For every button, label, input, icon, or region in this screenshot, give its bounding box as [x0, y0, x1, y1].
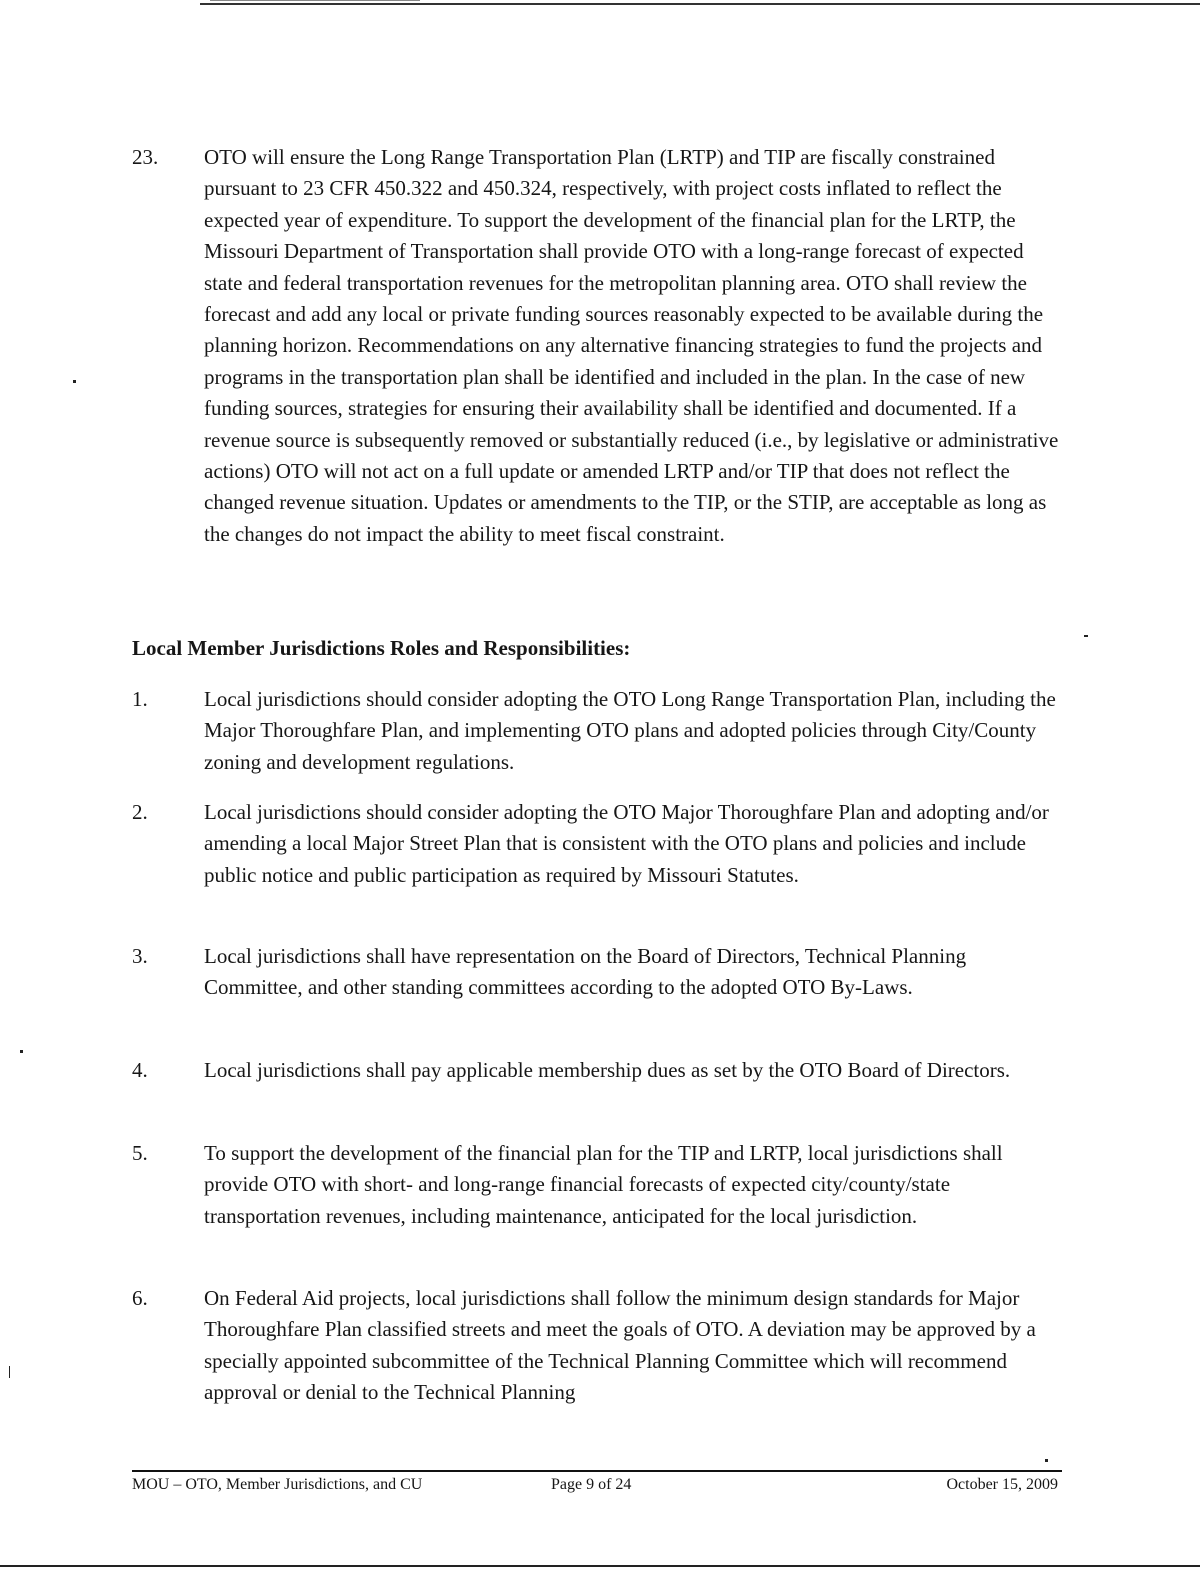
item-number: 1. [132, 687, 148, 711]
item-number: 23. [132, 145, 159, 169]
item-text: Local jurisdictions shall pay applicable membership dues as set by the OTO Board of Directors. [204, 1058, 1011, 1082]
numbered-item-6 [132, 1283, 1062, 1409]
scan-speck [9, 1366, 10, 1378]
footer-rule [132, 1470, 1062, 1472]
scan-speck [73, 380, 76, 383]
scan-bottom-rule [0, 1565, 1200, 1567]
scan-speck [20, 1050, 23, 1053]
scan-speck [1084, 635, 1088, 637]
item-text: Local jurisdictions shall have representation on the Board of Directors, Technical Planning Committee, and other standing committees according to the adopted OTO By-Laws. [204, 944, 967, 1000]
item-text: OTO will ensure the Long Range Transportation Plan (LRTP) and TIP are fiscally constrained pursuant to 23 CFR 450.322 and 450.324, respectively, with project costs inflated to reflect the expected year of expenditure. To support the development of the financial plan for the LRTP, the Missouri Department of Transportation shall provide OTO with a long-range forecast of expected state and federal transportation revenues for the metropolitan planning area. OTO shall review the forecast and add any local or private funding sources reasonably expected to be available during the planning horizon. Recommendations on any alternative financing strategies to fund the projects and programs in the transportation plan shall be identified and included in the plan. In the case of new funding sources, strategies for ensuring their availability shall be identified and documented. If a revenue source is subsequently removed or substantially reduced (i.e., by legislative or administrative actions) OTO will not act on a full update or amended LRTP and/or TIP that does not reflect the changed revenue situation. Updates or amendments to the TIP, or the STIP, are acceptable as long as the changes do not impact the ability to meet fiscal constraint. [204, 145, 1059, 546]
section-heading: Local Member Jurisdictions Roles and Responsibilities: [132, 636, 631, 660]
item-text: Local jurisdictions should consider adopting the OTO Long Range Transportation Plan, including the Major Thoroughfare Plan, and implementing OTO plans and adopted policies through City/County zoning and development regulations. [204, 687, 1056, 774]
footer-document-title: MOU – OTO, Member Jurisdictions, and CU [132, 1476, 423, 1493]
numbered-item-2 [132, 797, 1062, 891]
item-number: 5. [132, 1141, 148, 1165]
footer-page-number: Page 9 of 24 [551, 1476, 632, 1493]
numbered-item-3 [132, 941, 1062, 1004]
numbered-item-5 [132, 1138, 1062, 1232]
footer-date: October 15, 2009 [946, 1476, 1058, 1493]
item-number: 2. [132, 800, 148, 824]
numbered-item-1 [132, 684, 1062, 778]
numbered-item-4 [132, 1055, 1062, 1086]
item-number: 4. [132, 1058, 148, 1082]
item-number: 3. [132, 944, 148, 968]
item-text: On Federal Aid projects, local jurisdictions shall follow the minimum design standards for Major Thoroughfare Plan classified streets and meet the goals of OTO. A deviation may be approved by a specially appointed subcommittee of the Technical Planning Committee which will recommend approval or denial to the Technical Planning [204, 1286, 1036, 1405]
item-text: To support the development of the financial plan for the TIP and LRTP, local jurisdictions shall provide OTO with short- and long-range financial forecasts of expected city/county/state transportation revenues, including maintenance, anticipated for the local jurisdiction. [204, 1141, 1003, 1228]
item-number: 6. [132, 1286, 148, 1310]
scan-speck [1045, 1459, 1048, 1462]
item-text: Local jurisdictions should consider adopting the OTO Major Thoroughfare Plan and adopting and/or amending a local Major Street Plan that is consistent with the OTO plans and policies and include public notice and public participation as required by Missouri Statutes. [204, 800, 1049, 887]
scan-top-rule-faint [210, 0, 420, 1]
numbered-item-23 [132, 142, 1062, 550]
scan-top-rule [200, 3, 1200, 5]
